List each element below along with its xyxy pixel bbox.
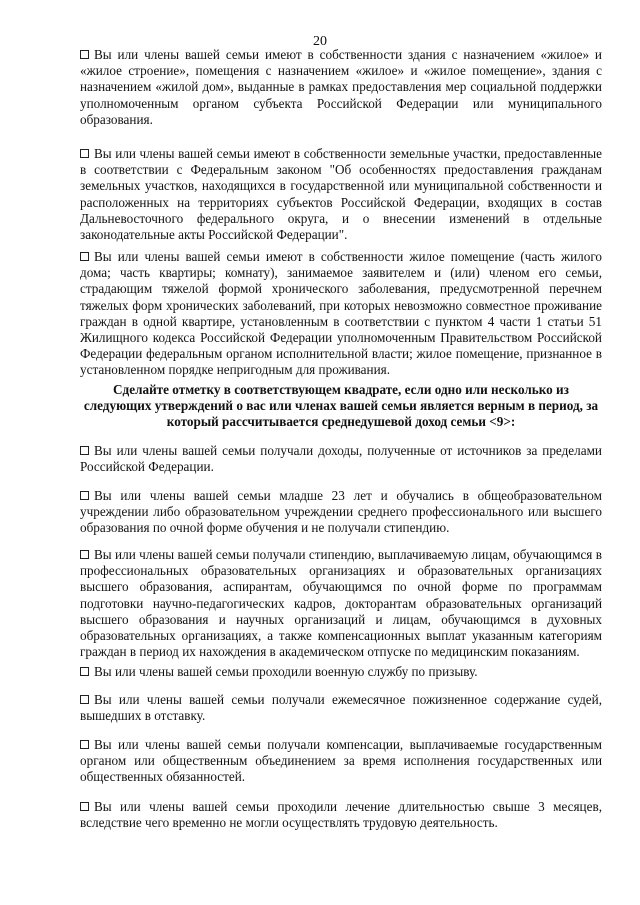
checkbox[interactable]: [80, 740, 89, 749]
statement-text: Вы или члены вашей семьи получали компенсации, выплачиваемые государственным органом или общественным объединением за время исполнения государственных или общественных обязанностей.: [80, 737, 602, 785]
statement-compensation: [80, 737, 602, 786]
checkbox[interactable]: [80, 50, 89, 59]
checkbox[interactable]: [80, 149, 89, 158]
section-heading: Сделайте отметку в соответствующем квадрате, если одно или несколько из следующих утверждений о вас или членах вашей семьи является верным в период, за который рассчитывается среднедушевой доход семьи <9>:: [83, 382, 599, 430]
page-number: 20: [313, 34, 327, 49]
statement-land-far-east: [80, 146, 602, 243]
statement-text: Вы или члены вашей семьи имеют в собственности здания с назначением «жилое» и «жилое строение», помещения с назначением «жилое» и «жилое помещение», здания с назначением «жилой дом», выданные в рамках предоставления мер социальной поддержки уполномоченным органом субъекта Российской Федерации или муниципального образования.: [80, 47, 602, 127]
statement-text: Вы или члены вашей семьи имеют в собственности земельные участки, предоставленные в соответствии с Федеральным законом "Об особенностях предоставления гражданам земельных участков, находящихся в государственной или муниципальной собственности и расположенных на территориях субъектов Российской Федерации, входящих в состав Дальневосточного федерального округа, и о внесении изменений в отдельные законодательные акты Российской Федерации".: [80, 146, 602, 243]
statement-text: Вы или члены вашей семьи младше 23 лет и обучались в общеобразовательном учреждении либо образовательном учреждении среднего профессионального или высшего образования по очной форме обучения и не получали стипендию.: [80, 488, 602, 536]
statement-text: Вы или члены вашей семьи проходили лечение длительностью свыше 3 месяцев, вследствие чего временно не могли осуществлять трудовую деятельность.: [80, 799, 602, 831]
statement-long-treatment: [80, 799, 602, 831]
checkbox[interactable]: [80, 252, 89, 261]
statement-text: Вы или члены вашей семьи проходили военную службу по призыву.: [94, 664, 478, 679]
checkbox[interactable]: [80, 550, 89, 559]
statement-stipend: [80, 547, 602, 660]
checkbox[interactable]: [80, 695, 89, 704]
statement-text: Вы или члены вашей семьи получали ежемесячное пожизненное содержание судей, вышедших в отставку.: [80, 692, 602, 724]
statement-text: Вы или члены вашей семьи получали доходы, полученные от источников за пределами Российской Федерации.: [80, 443, 602, 475]
statement-housing-chronic-disease: [80, 249, 602, 379]
statement-judge-pension: [80, 692, 602, 724]
statement-foreign-income: [80, 443, 602, 475]
statement-military-service: [80, 664, 602, 680]
statement-text: Вы или члены вашей семьи получали стипендию, выплачиваемую лицам, обучающимся в профессиональных образовательных организациях и образовательных организациях высшего образования, аспирантам, обучающимся по очной форме по программам подготовки научно-педагогических кадров, докторантам образовательных организаций высшего образования и научных организаций и лицам, обучающимся в духовных образовательных организациях, а также компенсационных выплат указанным категориям граждан в период их нахождения в академическом отпуске по медицинским показаниям.: [80, 547, 602, 660]
statement-text: Вы или члены вашей семьи имеют в собственности жилое помещение (часть жилого дома; часть квартиры; комнату), занимаемое заявителем и (или) членом его семьи, страдающим тяжелой формой хронического заболевания, предусмотренной перечнем тяжелых форм хронических заболеваний, при которых невозможно совместное проживание граждан в одной квартире, установленным в соответствии с пунктом 4 части 1 статьи 51 Жилищного кодекса Российской Федерации уполномоченным Правительством Российской Федерации федеральным органом исполнительной власти; жилое помещение, признанное в установленном порядке непригодным для проживания.: [80, 249, 602, 378]
checkbox[interactable]: [80, 446, 89, 455]
checkbox[interactable]: [80, 802, 89, 811]
checkbox[interactable]: [80, 667, 89, 676]
checkbox[interactable]: [80, 491, 89, 500]
statement-students-no-stipend: [80, 488, 602, 537]
statement-housing-social-support: [80, 47, 602, 128]
